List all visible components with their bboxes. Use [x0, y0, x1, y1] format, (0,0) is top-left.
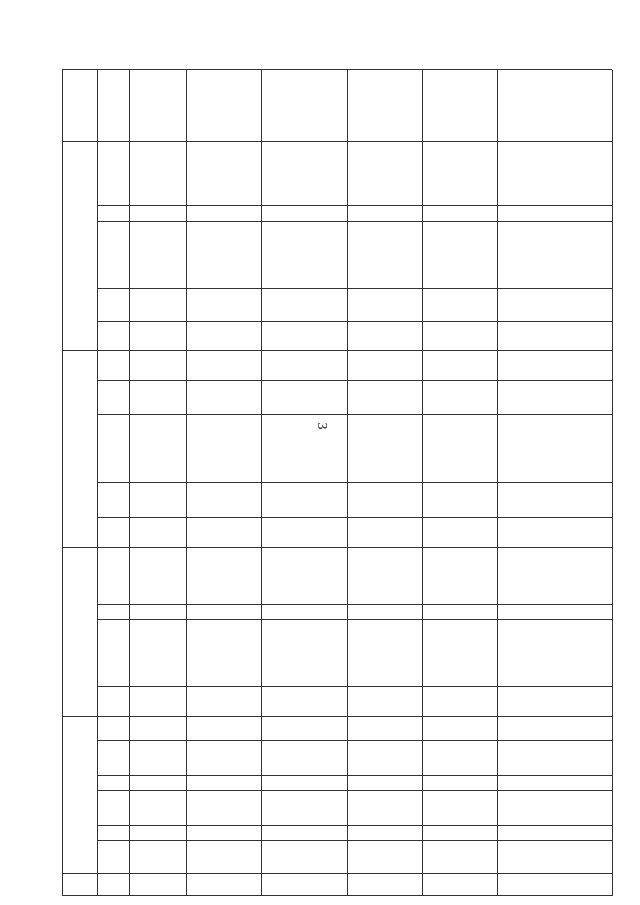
- amount-cell: [498, 143, 611, 205]
- row-label: [98, 290, 128, 321]
- amount-cell: [130, 484, 185, 517]
- amount-cell: [348, 143, 421, 205]
- row-divider: [62, 69, 612, 70]
- region-name: [63, 875, 96, 895]
- amount-cell: [348, 621, 421, 686]
- amount-cell: [498, 71, 611, 141]
- row-divider: [97, 790, 612, 791]
- amount-cell: [262, 223, 346, 288]
- amount-cell: [423, 323, 496, 350]
- row-label: [98, 606, 128, 619]
- amount-cell: [348, 323, 421, 350]
- amount-cell: [262, 290, 346, 321]
- amount-cell: [498, 549, 611, 604]
- amount-cell: [423, 621, 496, 686]
- amount-cell: [187, 718, 260, 740]
- amount-cell: [498, 416, 611, 482]
- amount-cell: [498, 323, 611, 350]
- amount-cell: [498, 827, 611, 840]
- amount-cell: [130, 792, 185, 825]
- amount-cell: [423, 71, 496, 141]
- row-divider: [97, 205, 612, 206]
- row-label: [98, 688, 128, 716]
- row-label: [98, 792, 128, 825]
- amount-cell: [187, 416, 260, 482]
- amount-cell: [348, 352, 421, 380]
- amount-cell: [187, 827, 260, 840]
- column-divider: [186, 70, 187, 896]
- row-label: [98, 621, 128, 686]
- amount-cell: [423, 688, 496, 716]
- amount-cell: [130, 290, 185, 321]
- amount-cell: [498, 352, 611, 380]
- amount-cell: [423, 549, 496, 604]
- row-divider: [97, 321, 612, 322]
- amount-cell: [130, 352, 185, 380]
- amount-cell: [262, 792, 346, 825]
- row-divider: [97, 221, 612, 222]
- row-label: [98, 207, 128, 221]
- region-name: [63, 549, 96, 716]
- amount-cell: [348, 875, 421, 895]
- amount-cell: [423, 827, 496, 840]
- amount-cell: [348, 290, 421, 321]
- amount-cell: [262, 549, 346, 604]
- amount-cell: [187, 519, 260, 547]
- amount-cell: [187, 792, 260, 825]
- amount-cell: [423, 792, 496, 825]
- amount-cell: [187, 352, 260, 380]
- page-number: 3: [314, 422, 329, 430]
- amount-cell: [130, 875, 185, 895]
- row-divider: [97, 775, 612, 776]
- amount-cell: [423, 519, 496, 547]
- amount-cell: [348, 223, 421, 288]
- amount-cell: [187, 842, 260, 873]
- column-divider: [422, 70, 423, 896]
- amount-cell: [187, 549, 260, 604]
- amount-cell: [262, 416, 346, 482]
- row-divider: [97, 825, 612, 826]
- amount-cell: [423, 842, 496, 873]
- row-divider: [97, 288, 612, 289]
- amount-cell: [423, 223, 496, 288]
- amount-cell: [498, 290, 611, 321]
- amount-cell: [423, 416, 496, 482]
- amount-cell: [262, 323, 346, 350]
- amount-cell: [130, 223, 185, 288]
- amount-cell: [262, 742, 346, 775]
- row-label: [98, 827, 128, 840]
- amount-cell: [187, 143, 260, 205]
- column-divider: [261, 70, 262, 896]
- amount-cell: [262, 875, 346, 895]
- row-divider: [97, 604, 612, 605]
- row-label: [98, 842, 128, 873]
- row-divider: [62, 873, 612, 874]
- amount-cell: [423, 875, 496, 895]
- region-name: [63, 143, 96, 350]
- amount-cell: [262, 484, 346, 517]
- row-divider: [97, 517, 612, 518]
- amount-cell: [348, 484, 421, 517]
- amount-cell: [348, 549, 421, 604]
- column-divider: [347, 70, 348, 896]
- amount-cell: [498, 742, 611, 775]
- amount-cell: [423, 742, 496, 775]
- row-label: [98, 352, 128, 380]
- row-divider: [62, 141, 612, 142]
- row-divider: [97, 482, 612, 483]
- amount-cell: [262, 352, 346, 380]
- row-label: [98, 143, 128, 205]
- amount-cell: [130, 621, 185, 686]
- amount-cell: [130, 549, 185, 604]
- amount-cell: [130, 71, 185, 141]
- row-label: [98, 777, 128, 790]
- funding-table-grid: [62, 70, 612, 896]
- amount-cell: [348, 827, 421, 840]
- row-divider: [97, 740, 612, 741]
- amount-cell: [423, 352, 496, 380]
- row-divider: [97, 380, 612, 381]
- amount-cell: [130, 718, 185, 740]
- amount-cell: [348, 688, 421, 716]
- amount-cell: [498, 484, 611, 517]
- row-divider: [97, 840, 612, 841]
- amount-cell: [348, 792, 421, 825]
- column-divider: [497, 70, 498, 896]
- amount-cell: [423, 143, 496, 205]
- column-divider: [129, 70, 130, 896]
- row-label: [98, 71, 128, 141]
- amount-cell: [262, 621, 346, 686]
- amount-cell: [348, 842, 421, 873]
- amount-cell: [498, 718, 611, 740]
- row-divider: [62, 716, 612, 717]
- amount-cell: [187, 742, 260, 775]
- amount-cell: [130, 842, 185, 873]
- row-divider: [62, 895, 612, 896]
- amount-cell: [348, 71, 421, 141]
- row-label: [98, 519, 128, 547]
- amount-cell: [423, 484, 496, 517]
- region-name: [63, 718, 96, 873]
- amount-cell: [130, 827, 185, 840]
- amount-cell: [187, 71, 260, 141]
- row-divider: [97, 619, 612, 620]
- amount-cell: [130, 519, 185, 547]
- amount-cell: [423, 718, 496, 740]
- funding-table: [62, 70, 612, 896]
- amount-cell: [348, 742, 421, 775]
- row-divider: [62, 547, 612, 548]
- row-label: [98, 718, 128, 740]
- amount-cell: [187, 323, 260, 350]
- amount-cell: [262, 718, 346, 740]
- row-label: [98, 875, 128, 895]
- amount-cell: [130, 143, 185, 205]
- amount-cell: [423, 290, 496, 321]
- column-divider: [97, 70, 98, 896]
- row-label: [98, 742, 128, 775]
- row-divider: [97, 686, 612, 687]
- amount-cell: [187, 688, 260, 716]
- amount-cell: [348, 416, 421, 482]
- amount-cell: [498, 519, 611, 547]
- row-label: [98, 323, 128, 350]
- amount-cell: [262, 71, 346, 141]
- row-label: [98, 382, 128, 414]
- amount-cell: [348, 718, 421, 740]
- amount-cell: [262, 143, 346, 205]
- amount-cell: [498, 688, 611, 716]
- amount-cell: [187, 290, 260, 321]
- amount-cell: [498, 875, 611, 895]
- amount-cell: [498, 621, 611, 686]
- row-label: [98, 416, 128, 482]
- amount-cell: [130, 742, 185, 775]
- row-divider: [62, 350, 612, 351]
- column-divider: [612, 70, 613, 896]
- amount-cell: [187, 484, 260, 517]
- amount-cell: [262, 842, 346, 873]
- amount-cell: [348, 519, 421, 547]
- row-label: [98, 549, 128, 604]
- amount-cell: [130, 416, 185, 482]
- amount-cell: [498, 223, 611, 288]
- amount-cell: [262, 519, 346, 547]
- region-name: [63, 352, 96, 547]
- amount-cell: [130, 688, 185, 716]
- amount-cell: [262, 688, 346, 716]
- amount-cell: [262, 827, 346, 840]
- column-divider: [62, 70, 63, 896]
- row-divider: [97, 414, 612, 415]
- amount-cell: [187, 621, 260, 686]
- amount-cell: [130, 323, 185, 350]
- row-label: [98, 484, 128, 517]
- row-label: [98, 223, 128, 288]
- amount-cell: [187, 223, 260, 288]
- amount-cell: [187, 875, 260, 895]
- amount-cell: [498, 842, 611, 873]
- amount-cell: [498, 792, 611, 825]
